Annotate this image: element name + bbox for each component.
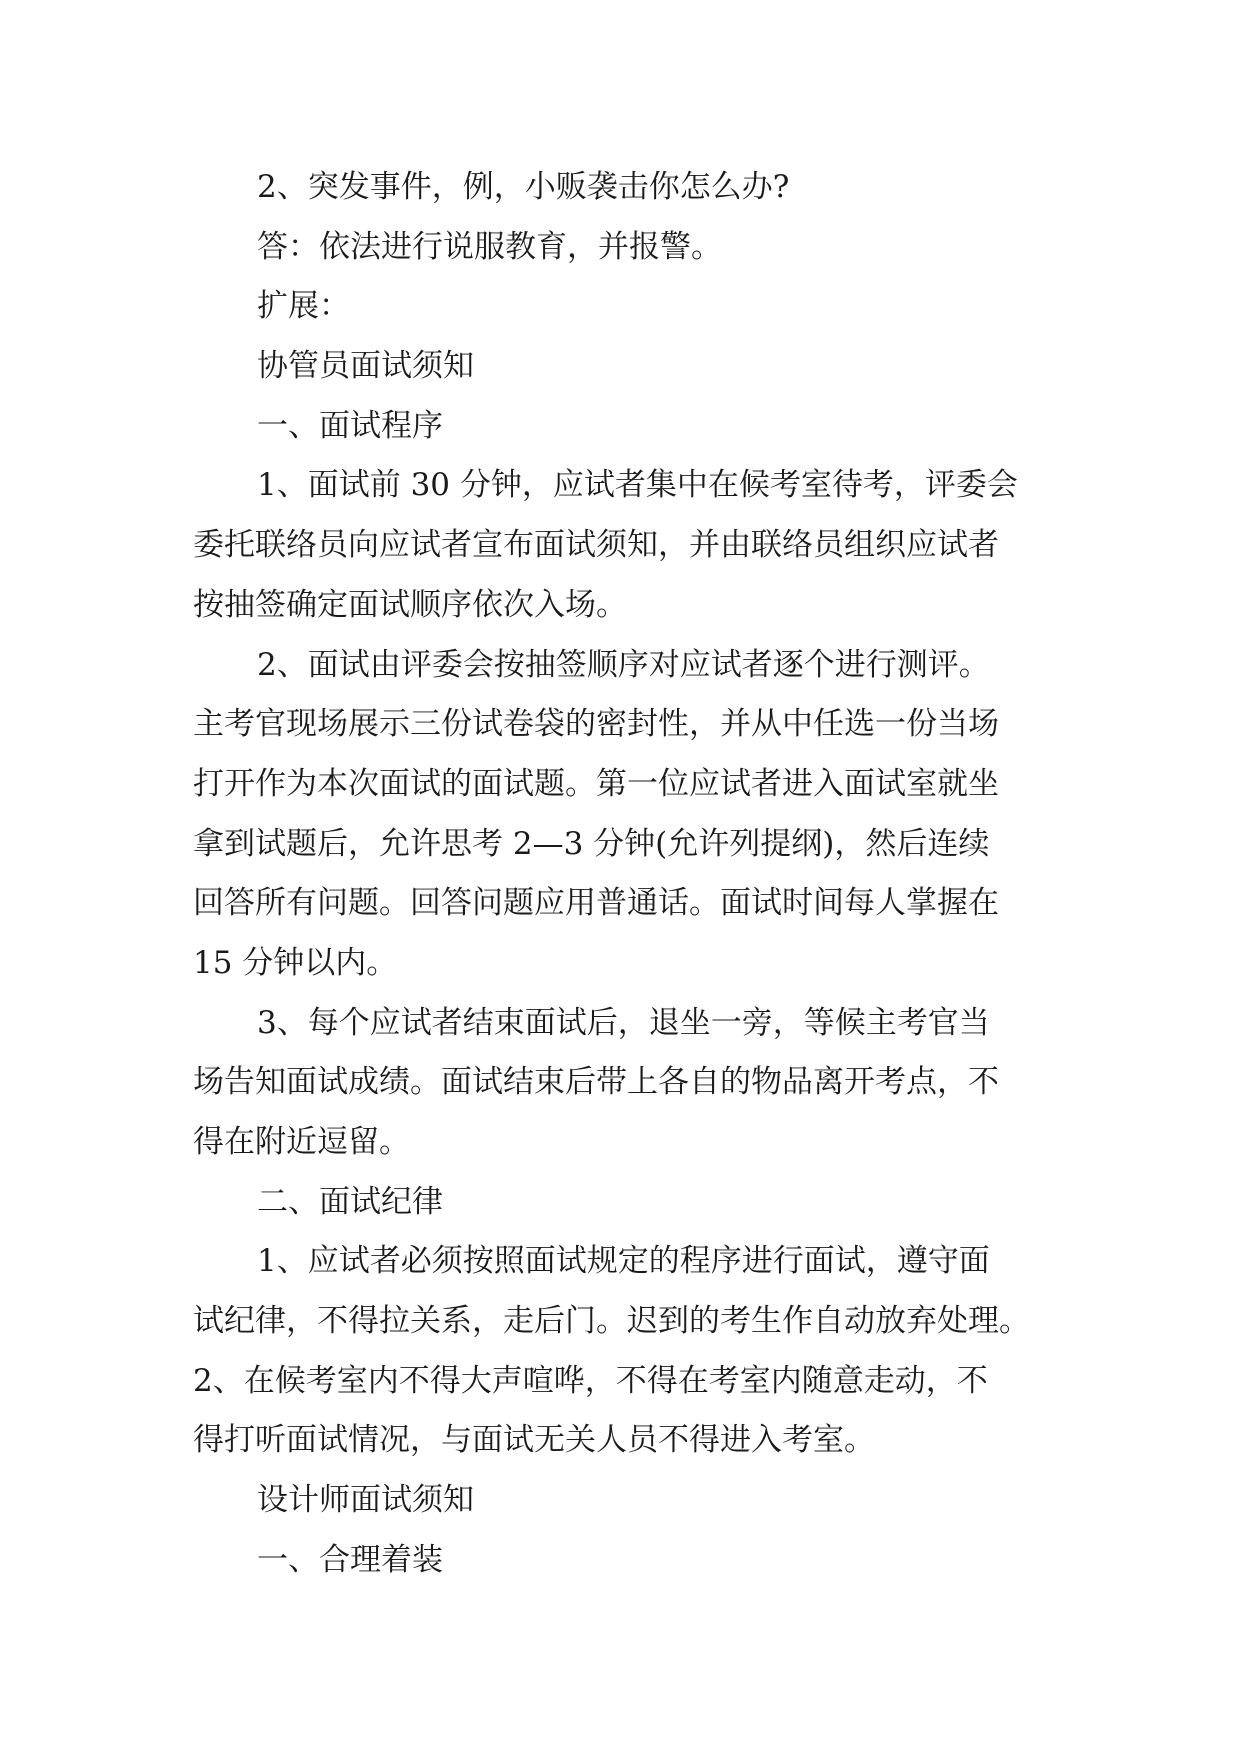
text-line: 按抽签确定面试顺序依次入场。 — [193, 586, 627, 623]
section-title: 协管员面试须知 — [257, 348, 474, 385]
text-line: 回答所有问题。回答问题应用普通话。面试时间每人掌握在 — [193, 885, 999, 922]
text-line: 主考官现场展示三份试卷袋的密封性，并从中任选一份当场 — [193, 706, 999, 743]
text-line: 场告知面试成绩。面试结束后带上各自的物品离开考点，不 — [193, 1064, 999, 1101]
body-text — [193, 158, 1055, 1591]
text-line: 试纪律，不得拉关系，走后门。迟到的考生作自动放弃处理。 — [193, 1303, 1030, 1340]
text-line: 3、每个应试者结束面试后，退坐一旁，等候主考官当 — [257, 1004, 990, 1041]
text-line: 拿到试题后，允许思考 2—3 分钟(允许列提纲)，然后连续 — [193, 825, 990, 862]
text-line: 扩展： — [257, 288, 350, 325]
text-line: 得在附近逗留。 — [193, 1124, 410, 1160]
section-heading: 一、合理着装 — [257, 1541, 443, 1578]
text-line: 1、应试者必须按照面试规定的程序进行面试，遵守面 — [257, 1243, 990, 1280]
section-heading: 一、面试程序 — [257, 407, 443, 444]
text-line: 2、突发事件，例，小贩袭击你怎么办? — [257, 169, 790, 205]
text-line: 2、在候考室内不得大声喧哗，不得在考室内随意走动，不 — [193, 1362, 988, 1399]
text-line: 委托联络员向应试者宣布面试须知，并由联络员组织应试者 — [193, 527, 999, 564]
text-line: 打开作为本次面试的面试题。第一位应试者进入面试室就坐 — [193, 765, 999, 802]
text-line: 答：依法进行说服教育，并报警。 — [257, 228, 722, 265]
text-line: 1、面试前 30 分钟，应试者集中在候考室待考，评委会 — [257, 467, 1018, 504]
text-line: 2、面试由评委会按抽签顺序对应试者逐个进行测评。 — [257, 646, 990, 683]
text-line: 15 分钟以内。 — [193, 944, 398, 981]
text-line: 得打听面试情况，与面试无关人员不得进入考室。 — [193, 1422, 875, 1459]
section-heading: 二、面试纪律 — [257, 1183, 443, 1220]
section-title: 设计师面试须知 — [257, 1482, 474, 1519]
